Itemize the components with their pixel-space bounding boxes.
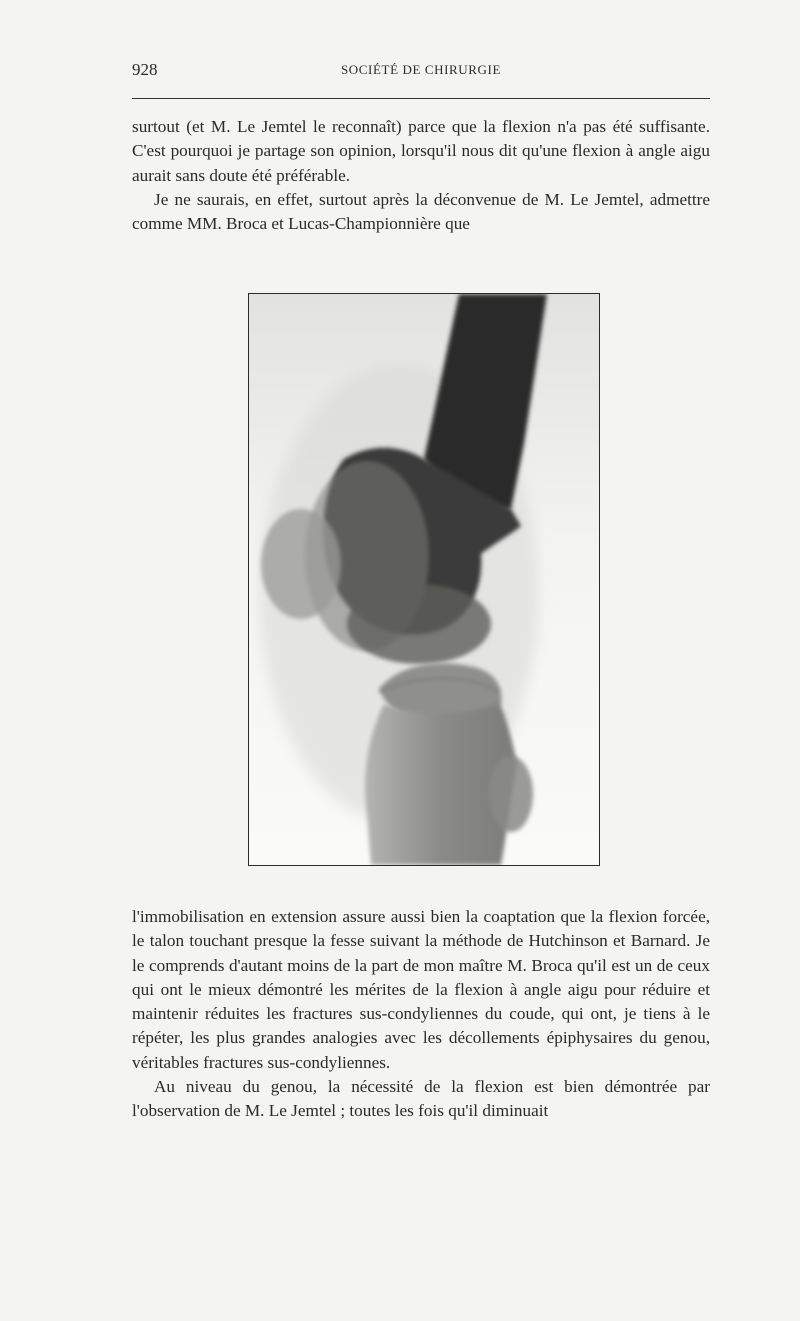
paragraph: Au niveau du genou, la nécessité de la flexion est bien démontrée par l'observation de M. Le Jemtel ; toutes les fois qu'il diminuait — [132, 1077, 710, 1121]
top-text-block — [132, 115, 710, 236]
running-head — [132, 60, 710, 86]
paragraph: l'immobilisation en extension assure aussi bien la coaptation que la flexion forcée, le talon touchant presque la fesse suivant la méthode de Hutchinson et Barnard. Je le comprends d'autant moins de la part de mon maître M. Broca qu'il est un de ceux qui ont le mieux démontré les mérites de la flexion à angle aigu pour réduire et maintenir réduites les fractures sus-condyliennes du coude, qui ont, je tiens à le répéter, les plus grandes analogies avec les décollements épiphysaires du genou, véritables fractures sus-condyliennes. — [132, 907, 710, 1072]
running-title: SOCIÉTÉ DE CHIRURGIE — [340, 62, 502, 77]
page-number: 928 — [132, 60, 158, 79]
header-rule — [132, 98, 710, 99]
paragraph: surtout (et M. Le Jemtel le reconnaît) parce que la flexion n'a pas été suffisante. C'est pourquoi je partage son opinion, lorsqu'il nous dit qu'une flexion à angle aigu aurait sans doute été préférable. — [132, 117, 710, 185]
knee-radiograph-image — [249, 294, 599, 865]
bottom-text-block — [132, 905, 710, 1124]
knee-radiograph-figure — [248, 293, 600, 866]
paragraph: Je ne saurais, en effet, surtout après la déconvenue de M. Le Jemtel, admettre comme MM. Broca et Lucas-Championnière que — [132, 189, 710, 234]
